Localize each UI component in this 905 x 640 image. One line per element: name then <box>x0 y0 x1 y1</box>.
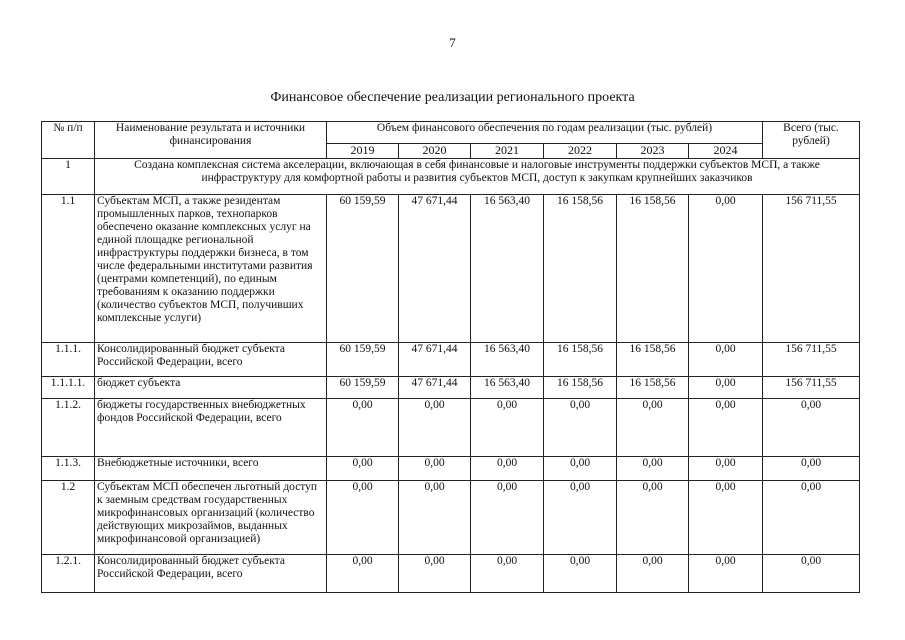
header-year-2020: 2020 <box>399 144 471 159</box>
cell-2024: 0,00 <box>689 555 763 593</box>
cell-total: 156 711,55 <box>763 377 860 399</box>
row-num: 1.1 <box>42 195 95 343</box>
cell-2024: 0,00 <box>689 195 763 343</box>
page-number: 7 <box>449 35 456 50</box>
cell-2023: 0,00 <box>617 555 689 593</box>
cell-total: 0,00 <box>763 555 860 593</box>
cell-2022: 16 158,56 <box>544 343 617 377</box>
cell-2019: 0,00 <box>327 481 399 555</box>
cell-2021: 0,00 <box>471 555 544 593</box>
cell-2023: 16 158,56 <box>617 195 689 343</box>
cell-2023: 0,00 <box>617 481 689 555</box>
row-name: Субъектам МСП, а также резидентам промышленных парков, технопарков обеспечено оказание комплексных услуг на единой площадке региональной инфраструктуры поддержки бизнеса, в том числе федеральными институтами развития (центрами компетенций), по единым требованиям к оказанию поддержки (количество субъектов МСП, получивших комплексные услуги) <box>95 195 327 343</box>
header-name: Наименование результата и источники финансирования <box>95 122 327 159</box>
cell-2020: 0,00 <box>399 457 471 481</box>
cell-2020: 0,00 <box>399 555 471 593</box>
cell-2021: 0,00 <box>471 457 544 481</box>
row-num: 1.1.2. <box>42 399 95 457</box>
header-year-2021: 2021 <box>471 144 544 159</box>
cell-2021: 16 563,40 <box>471 343 544 377</box>
row-name: Консолидированный бюджет субъекта Российской Федерации, всего <box>95 343 327 377</box>
row-name: бюджет субъекта <box>95 377 327 399</box>
cell-2020: 47 671,44 <box>399 195 471 343</box>
header-total: Всего (тыс. рублей) <box>763 122 860 159</box>
cell-2021: 0,00 <box>471 481 544 555</box>
header-year-2019: 2019 <box>327 144 399 159</box>
cell-total: 156 711,55 <box>763 195 860 343</box>
cell-2023: 16 158,56 <box>617 377 689 399</box>
cell-2019: 0,00 <box>327 399 399 457</box>
cell-2019: 0,00 <box>327 555 399 593</box>
cell-2022: 16 158,56 <box>544 195 617 343</box>
cell-total: 156 711,55 <box>763 343 860 377</box>
header-year-2024: 2024 <box>689 144 763 159</box>
section-num: 1 <box>42 159 95 195</box>
cell-2022: 16 158,56 <box>544 377 617 399</box>
row-num: 1.1.3. <box>42 457 95 481</box>
cell-2022: 0,00 <box>544 481 617 555</box>
cell-2024: 0,00 <box>689 377 763 399</box>
section-title: Создана комплексная система акселерации, включающая в себя финансовые и налоговые инструменты поддержки субъектов МСП, а также инфраструктуру для комфортной работы и развития субъектов МСП, доступ к закупкам крупнейших заказчиков <box>95 159 860 195</box>
cell-2023: 0,00 <box>617 399 689 457</box>
cell-2020: 47 671,44 <box>399 343 471 377</box>
header-volume: Объем финансового обеспечения по годам реализации (тыс. рублей) <box>327 122 763 144</box>
cell-2019: 0,00 <box>327 457 399 481</box>
cell-2024: 0,00 <box>689 457 763 481</box>
cell-2022: 0,00 <box>544 399 617 457</box>
cell-2023: 16 158,56 <box>617 343 689 377</box>
cell-total: 0,00 <box>763 457 860 481</box>
cell-2022: 0,00 <box>544 457 617 481</box>
cell-2019: 60 159,59 <box>327 343 399 377</box>
header-num: № п/п <box>42 122 95 159</box>
header-year-2023: 2023 <box>617 144 689 159</box>
header-year-2022: 2022 <box>544 144 617 159</box>
cell-2019: 60 159,59 <box>327 377 399 399</box>
cell-2020: 47 671,44 <box>399 377 471 399</box>
row-num: 1.2 <box>42 481 95 555</box>
document-title: Финансовое обеспечение реализации регионального проекта <box>270 90 635 105</box>
row-name: Консолидированный бюджет субъекта Российской Федерации, всего <box>95 555 327 593</box>
row-name: бюджеты государственных внебюджетных фондов Российской Федерации, всего <box>95 399 327 457</box>
cell-2024: 0,00 <box>689 481 763 555</box>
row-name: Внебюджетные источники, всего <box>95 457 327 481</box>
cell-2021: 16 563,40 <box>471 195 544 343</box>
cell-2020: 0,00 <box>399 481 471 555</box>
cell-total: 0,00 <box>763 399 860 457</box>
cell-2021: 16 563,40 <box>471 377 544 399</box>
cell-2024: 0,00 <box>689 399 763 457</box>
cell-2023: 0,00 <box>617 457 689 481</box>
row-num: 1.2.1. <box>42 555 95 593</box>
row-name: Субъектам МСП обеспечен льготный доступ к заемным средствам государственных микрофинансовых организаций (количество действующих микрозаймов, выданных микрофинансовой организацией) <box>95 481 327 555</box>
cell-2022: 0,00 <box>544 555 617 593</box>
cell-2021: 0,00 <box>471 399 544 457</box>
row-num: 1.1.1.1. <box>42 377 95 399</box>
financing-table <box>41 121 860 593</box>
cell-2020: 0,00 <box>399 399 471 457</box>
cell-2019: 60 159,59 <box>327 195 399 343</box>
cell-2024: 0,00 <box>689 343 763 377</box>
row-num: 1.1.1. <box>42 343 95 377</box>
cell-total: 0,00 <box>763 481 860 555</box>
